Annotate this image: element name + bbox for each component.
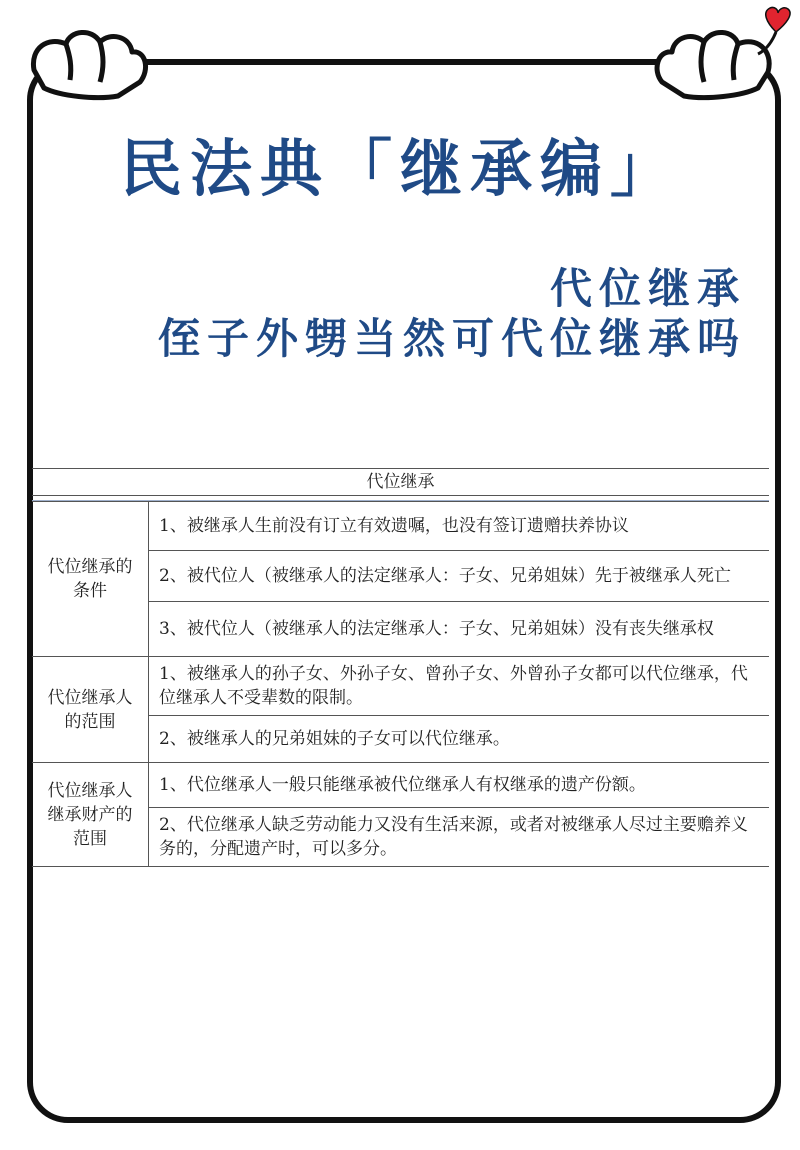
heart-icon	[766, 7, 790, 32]
page-title: 民法典「继承编」	[119, 132, 680, 205]
subtitle-line2: 侄子外甥当然可代位继承吗	[157, 314, 746, 363]
table-row	[32, 657, 769, 716]
item-cell: 1、代位继承人一般只能继承被代位继承人有权继承的遗产份额。	[149, 763, 770, 808]
table-row	[32, 502, 769, 551]
category-cell: 代位继承人的范围	[32, 657, 149, 763]
table-header: 代位继承	[32, 468, 769, 496]
item-cell: 2、代位继承人缺乏劳动能力又没有生活来源，或者对被继承人尽过主要赡养义务的，分配遗产时，可以多分。	[149, 808, 770, 867]
subtitle-line1: 代位继承	[549, 264, 746, 313]
inheritance-table	[32, 468, 769, 867]
right-hand-icon	[657, 32, 769, 97]
table-body	[32, 501, 769, 867]
table-row	[32, 763, 769, 808]
left-hand-icon	[33, 32, 145, 97]
item-cell: 2、被代位人（被继承人的法定继承人：子女、兄弟姐妹）先于被继承人死亡	[149, 551, 770, 602]
item-cell: 1、被继承人生前没有订立有效遗嘱，也没有签订遗赠扶养协议	[149, 502, 770, 551]
item-cell: 3、被代位人（被继承人的法定继承人：子女、兄弟姐妹）没有丧失继承权	[149, 602, 770, 657]
category-cell: 代位继承的条件	[32, 502, 149, 657]
item-cell: 2、被继承人的兄弟姐妹的子女可以代位继承。	[149, 716, 770, 763]
category-cell: 代位继承人继承财产的范围	[32, 763, 149, 867]
item-cell: 1、被继承人的孙子女、外孙子女、曾孙子女、外曾孙子女都可以代位继承，代位继承人不受辈数的限制。	[149, 657, 770, 716]
